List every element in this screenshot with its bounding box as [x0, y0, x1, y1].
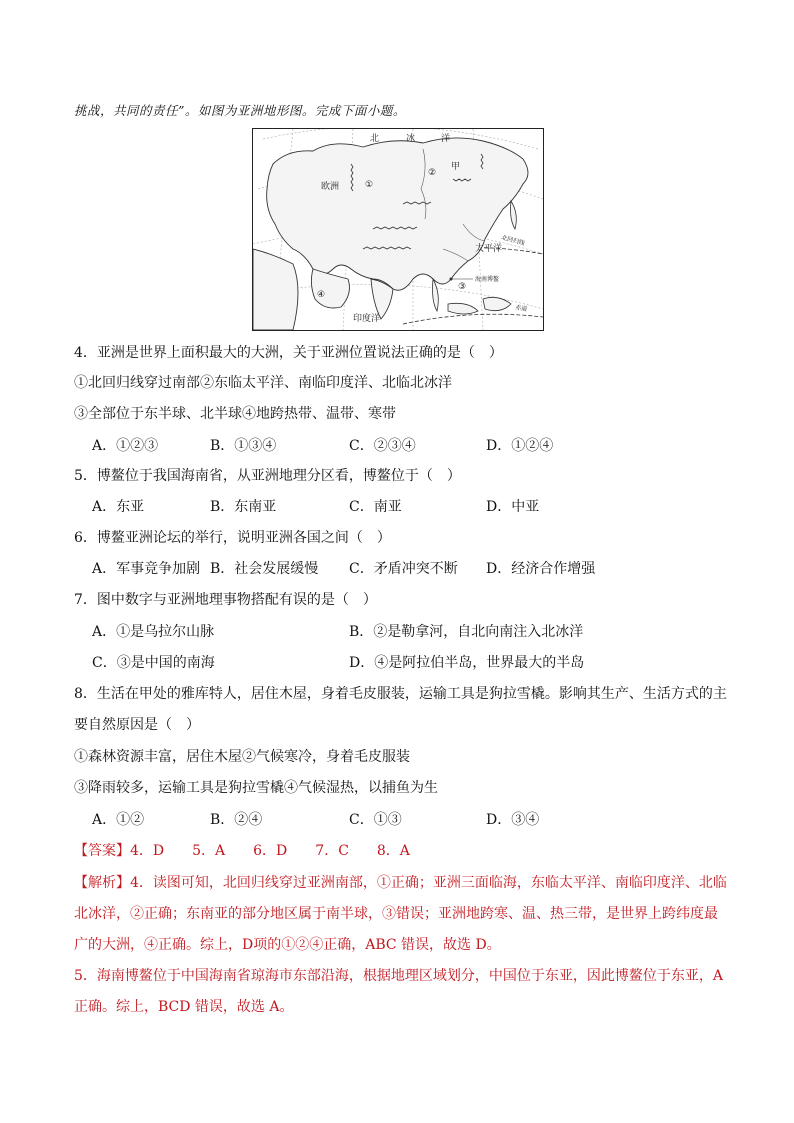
q7-stem: 7．图中数字与亚洲地理事物搭配有误的是（ ） [74, 592, 377, 608]
analysis-text-1: 4．读图可知，北回归线穿过亚洲南部，①正确；亚洲三面临海，东临太平洋、南临印度洋、北临 [130, 875, 727, 891]
map-label-tropic: 北回归线 [500, 234, 526, 248]
q5-stem: 5．博鳌位于我国海南省，从亚洲地理分区看，博鳌位于（ ） [74, 468, 461, 484]
map-label-north: 北 [370, 134, 380, 144]
analysis-line-4: 5．海南博鳌位于中国海南省琼海市东部沿海，根据地理区域划分，中国位于东亚，因此博鳌位于东亚，A [74, 968, 724, 984]
map-label-jia: 甲 [451, 162, 461, 172]
q4-statement-1: ①北回归线穿过南部②东临太平洋、南临印度洋、北临北冰洋 [74, 375, 452, 391]
map-label-ocean: 洋 [441, 134, 451, 144]
map-label-num-3: ③ [458, 282, 467, 292]
map-label-num-4: ④ [317, 290, 326, 300]
q7-option-d: D．④是阿拉伯半岛，世界最大的半岛 [349, 655, 585, 671]
q6-option-d: D．经济合作增强 [486, 561, 596, 577]
q4-option-a: A．①②③ [92, 438, 159, 454]
q8-statement-1: ①森林资源丰富，居住木屋②气候寒冷，身着毛皮服装 [74, 749, 410, 765]
q6-stem: 6．博鳌亚洲论坛的举行，说明亚洲各国之间（ ） [74, 530, 391, 546]
asia-terrain-map [252, 128, 544, 331]
intro-text: 挑战，共同的责任”。如图为亚洲地形图。完成下面小题。 [74, 103, 406, 118]
map-drawing [253, 129, 543, 330]
q8-stem: 8．生活在甲处的雅库特人，居住木屋，身着毛皮服装，运输工具是狗拉雪橇。影响其生产、生活方式的主 [74, 686, 727, 702]
q7-option-c: C．③是中国的南海 [92, 655, 215, 671]
q5-option-b: B．东南亚 [210, 499, 277, 515]
q7-option-a: A．①是乌拉尔山脉 [92, 624, 215, 640]
map-label-equator: 赤道 [514, 304, 528, 314]
map-label-num-1: ① [365, 180, 374, 190]
analysis-line-3: 广的大洲，④正确。综上，D项的①②④正确，ABC 错误，故选 D。 [74, 937, 501, 953]
q6-option-c: C．矛盾冲突不断 [349, 561, 458, 577]
map-label-boao: 海南博鳌 [475, 276, 500, 283]
q8-option-c: C．①③ [349, 812, 402, 828]
map-label-ice: 冰 [406, 134, 416, 144]
q7-option-b: B．②是勒拿河，自北向南注入北冰洋 [349, 624, 584, 640]
analysis-tag: 【解析】 [74, 875, 130, 891]
q4-statement-2: ③全部位于东半球、北半球④地跨热带、温带、寒带 [74, 406, 396, 422]
q6-option-b: B．社会发展缓慢 [210, 561, 319, 577]
q5-option-c: C．南亚 [349, 499, 402, 515]
analysis-line-2: 北冰洋，②正确；东南亚的部分地区属于南半球，③错误；亚洲地跨寒、温、热三带，是世界上跨纬度最 [74, 906, 718, 922]
answer-text: 4．D 5．A 6．D 7．C 8．A [130, 843, 410, 859]
q8-option-d: D．③④ [486, 812, 540, 828]
q8-option-b: B．②④ [210, 812, 263, 828]
q8-stem-cont: 要自然原因是（ ） [74, 717, 200, 733]
q4-option-b: B．①③④ [210, 438, 277, 454]
q5-option-a: A．东亚 [92, 499, 145, 515]
map-label-indian: 印度洋 [353, 314, 381, 324]
q5-option-d: D．中亚 [486, 499, 540, 515]
answer-tag: 【答案】 [74, 843, 130, 859]
q8-option-a: A．①② [92, 812, 145, 828]
analysis-line-5: 正确。综上，BCD 错误，故选 A。 [74, 999, 294, 1015]
answer-line [74, 841, 410, 861]
q4-option-d: D．①②④ [486, 438, 554, 454]
map-label-num-2: ② [428, 168, 437, 178]
map-label-pacific: 太平洋 [475, 244, 503, 254]
analysis-line-1 [74, 873, 727, 893]
map-label-europe: 欧洲 [321, 182, 340, 192]
q4-stem: 4．亚洲是世界上面积最大的大洲，关于亚洲位置说法正确的是（ ） [74, 345, 503, 361]
q8-statement-2: ③降雨较多，运输工具是狗拉雪橇④气候湿热，以捕鱼为生 [74, 780, 438, 796]
q6-option-a: A．军事竞争加剧 [92, 561, 201, 577]
q4-option-c: C．②③④ [349, 438, 416, 454]
